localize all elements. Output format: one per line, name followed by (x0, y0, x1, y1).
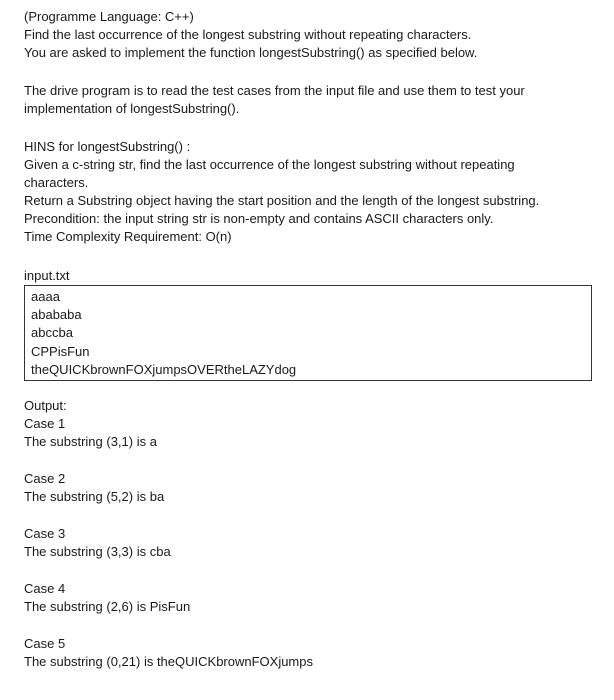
given-line-2: characters. (24, 175, 89, 190)
task-line: Find the last occurrence of the longest substring without repeating characters. (24, 27, 472, 42)
input-line: theQUICKbrownFOXjumpsOVERtheLAZYdog (31, 361, 297, 377)
case-title: Case 4 (24, 581, 66, 597)
problem-document (24, 8, 599, 671)
output-section (24, 397, 599, 671)
case-result: The substring (3,3) is cba (24, 544, 171, 560)
input-file-box (24, 285, 592, 381)
driver-section (24, 82, 599, 118)
input-line: abababa (31, 307, 82, 323)
hints-section (24, 138, 599, 246)
input-line: abccba (31, 325, 73, 341)
driver-line-2: implementation of longestSubstring(). (24, 101, 240, 116)
output-label: Output: (24, 398, 67, 414)
case-title: Case 5 (24, 636, 66, 652)
output-case (24, 580, 599, 616)
input-line: CPPisFun (31, 343, 90, 359)
case-result: The substring (2,6) is PisFun (24, 599, 191, 615)
case-title: Case 2 (24, 471, 66, 487)
driver-line-1: The drive program is to read the test cases from the input file and use them to test your (24, 83, 525, 98)
intro-section (24, 8, 599, 62)
case-result: The substring (0,21) is theQUICKbrownFOXjumps (24, 654, 313, 670)
input-line: aaaa (31, 289, 60, 304)
input-file-label: input.txt (24, 268, 70, 283)
case-title: Case 1 (24, 416, 66, 432)
return-line: Return a Substring object having the start position and the length of the longest substring. (24, 193, 540, 208)
output-case (24, 415, 599, 451)
given-line-1: Given a c-string str, find the last occurrence of the longest substring without repeating (24, 157, 515, 172)
language-line: (Programme Language: C++) (24, 9, 194, 24)
precondition-line: Precondition: the input string str is non-empty and contains ASCII characters only. (24, 211, 494, 226)
implement-line: You are asked to implement the function longestSubstring() as specified below. (24, 45, 478, 60)
output-case (24, 470, 599, 506)
hints-heading: HINS for longestSubstring() : (24, 139, 191, 154)
input-file-section (24, 267, 599, 381)
case-result: The substring (3,1) is a (24, 434, 157, 450)
complexity-line: Time Complexity Requirement: O(n) (24, 229, 232, 244)
case-result: The substring (5,2) is ba (24, 489, 165, 505)
output-case (24, 525, 599, 561)
output-case (24, 635, 599, 671)
case-title: Case 3 (24, 526, 66, 542)
